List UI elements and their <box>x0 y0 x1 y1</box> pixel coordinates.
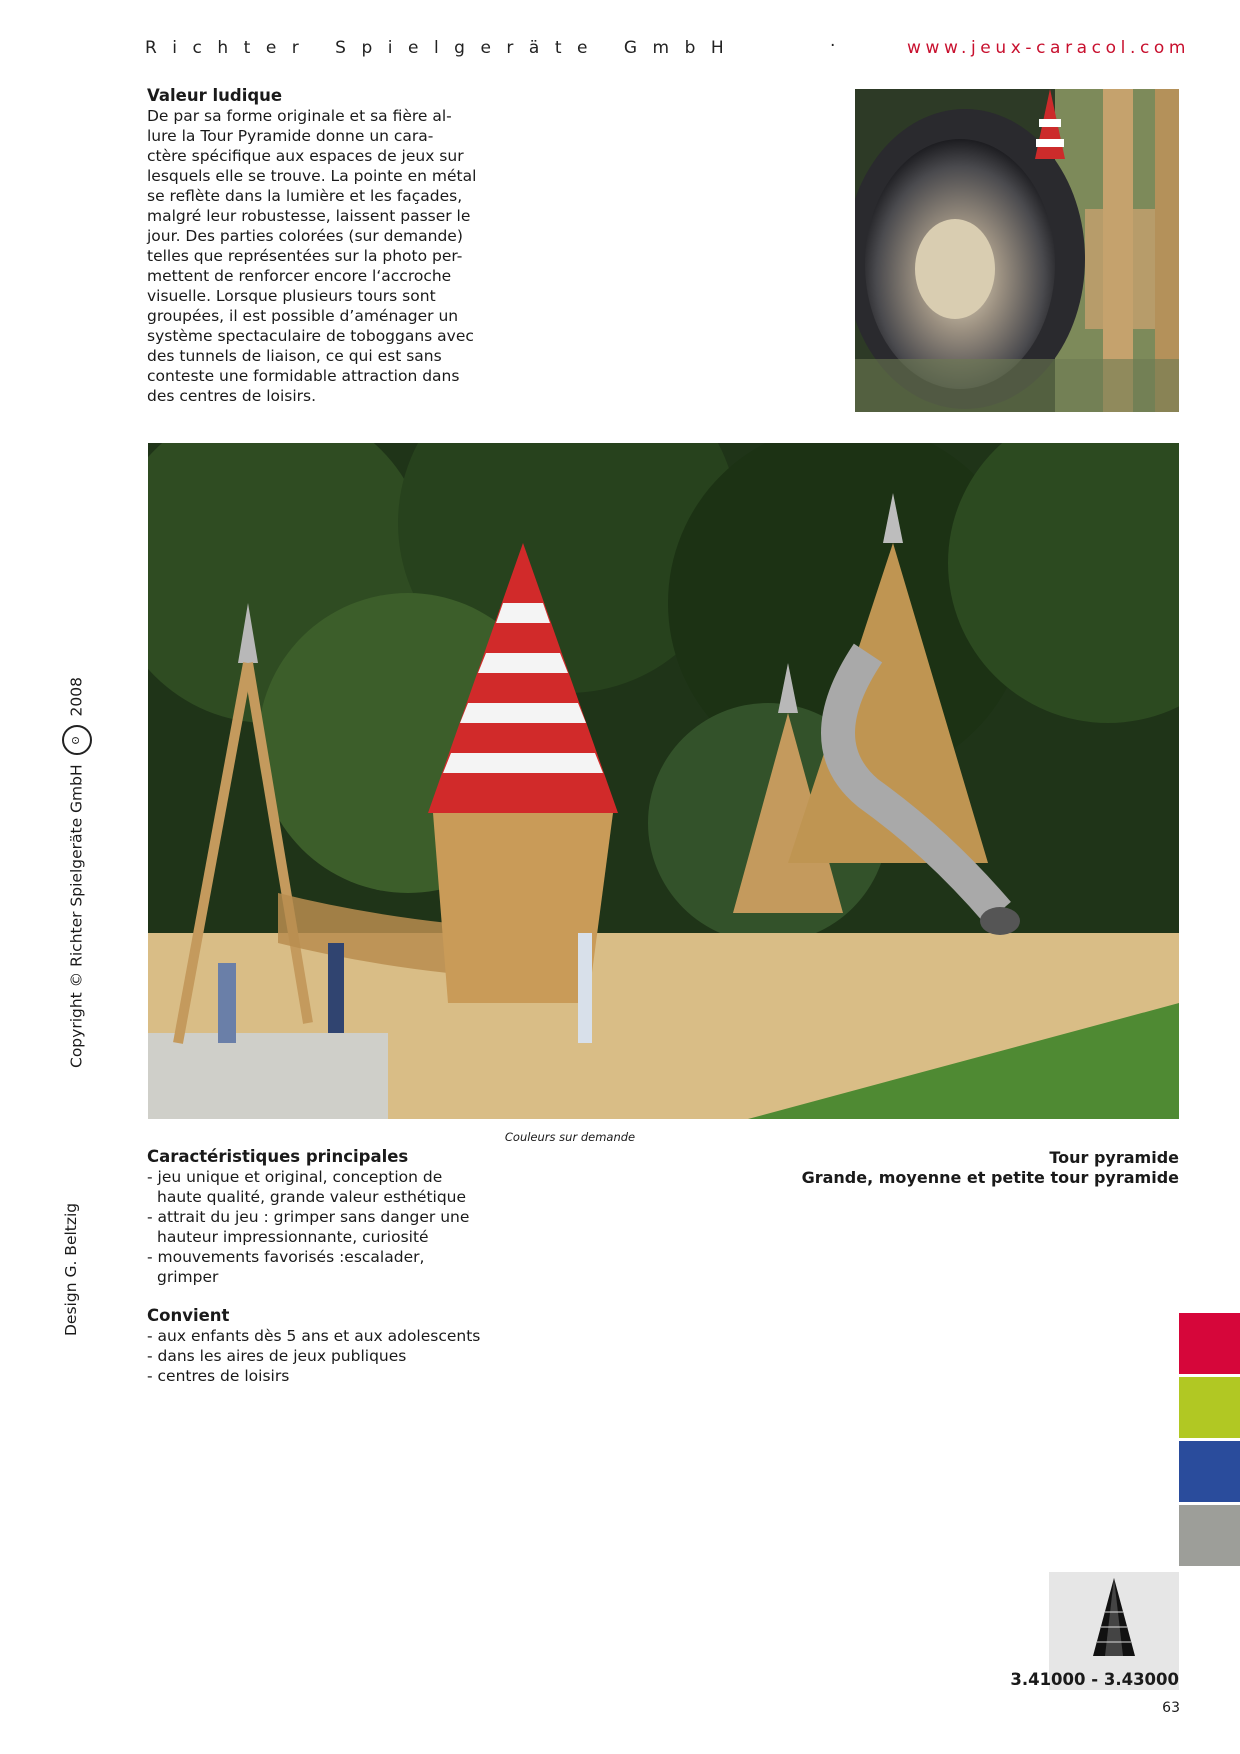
header-company: Richter Spielgeräte GmbH <box>145 38 740 58</box>
suitable-section <box>147 1306 487 1386</box>
product-info <box>802 1148 1179 1188</box>
color-swatch-red <box>1179 1313 1240 1374</box>
list-item: - attrait du jeu : grimper sans danger une hauteur impressionnante, curiosité <box>147 1208 470 1246</box>
copyright-label: Copyright © Richter Spielgeräte GmbH <box>67 764 86 1068</box>
color-swatch-green <box>1179 1377 1240 1438</box>
color-swatch-grey <box>1179 1505 1240 1566</box>
design-credit: Design G. Beltzig <box>62 1202 80 1336</box>
copyright-logo-icon: ʘ <box>62 725 92 755</box>
copyright-year: 2008 <box>67 677 86 717</box>
list-item: - aux enfants dès 5 ans et aux adolescents <box>147 1327 481 1345</box>
intro-section <box>147 86 487 406</box>
product-code: 3.41000 - 3.43000 <box>1010 1670 1179 1689</box>
product-name: Tour pyramide <box>1049 1148 1179 1167</box>
suitable-title: Convient <box>147 1306 230 1325</box>
list-item: - dans les aires de jeux publiques <box>147 1347 407 1365</box>
photo-caption: Couleurs sur demande <box>504 1130 636 1144</box>
intro-text: De par sa forme originale et sa fière al- lure la Tour Pyramide donne un cara- ctère spécifique aux espaces de jeux sur lesquels elle se trouve. La pointe en métal se reflète dans la lumière et les façades, malgré leur robustesse, laissent passer le jour. Des parties colorées (sur demande) telles que représentées sur la photo per- mettent de renforcer encore l‘accroche visuelle. Lorsque plusieurs tours sont groupées, il est possible d’aménager un système spectaculaire de toboggans avec des tunnels de liaison, ce qui est sans conteste une formidable attraction dans des centres de loisirs. <box>147 107 477 405</box>
features-section <box>147 1147 487 1287</box>
header-separator: · <box>830 36 836 56</box>
header-website-link[interactable]: www.jeux-caracol.com <box>907 38 1191 58</box>
product-subtitle: Grande, moyenne et petite tour pyramide <box>801 1168 1179 1187</box>
copyright-text <box>62 677 92 1068</box>
intro-title: Valeur ludique <box>147 86 283 105</box>
list-item: - centres de loisirs <box>147 1367 290 1385</box>
color-swatch-blue <box>1179 1441 1240 1502</box>
list-item: - mouvements favorisés :escalader, grimper <box>147 1248 425 1286</box>
slide-tunnel-photo <box>855 89 1179 412</box>
list-item: - jeu unique et original, conception de haute qualité, grande valeur esthétique <box>147 1168 467 1206</box>
pyramid-towers-photo <box>148 443 1179 1119</box>
page-number: 63 <box>1162 1700 1180 1716</box>
features-list <box>147 1167 487 1287</box>
suitable-list <box>147 1326 487 1386</box>
features-title: Caractéristiques principales <box>147 1147 409 1166</box>
